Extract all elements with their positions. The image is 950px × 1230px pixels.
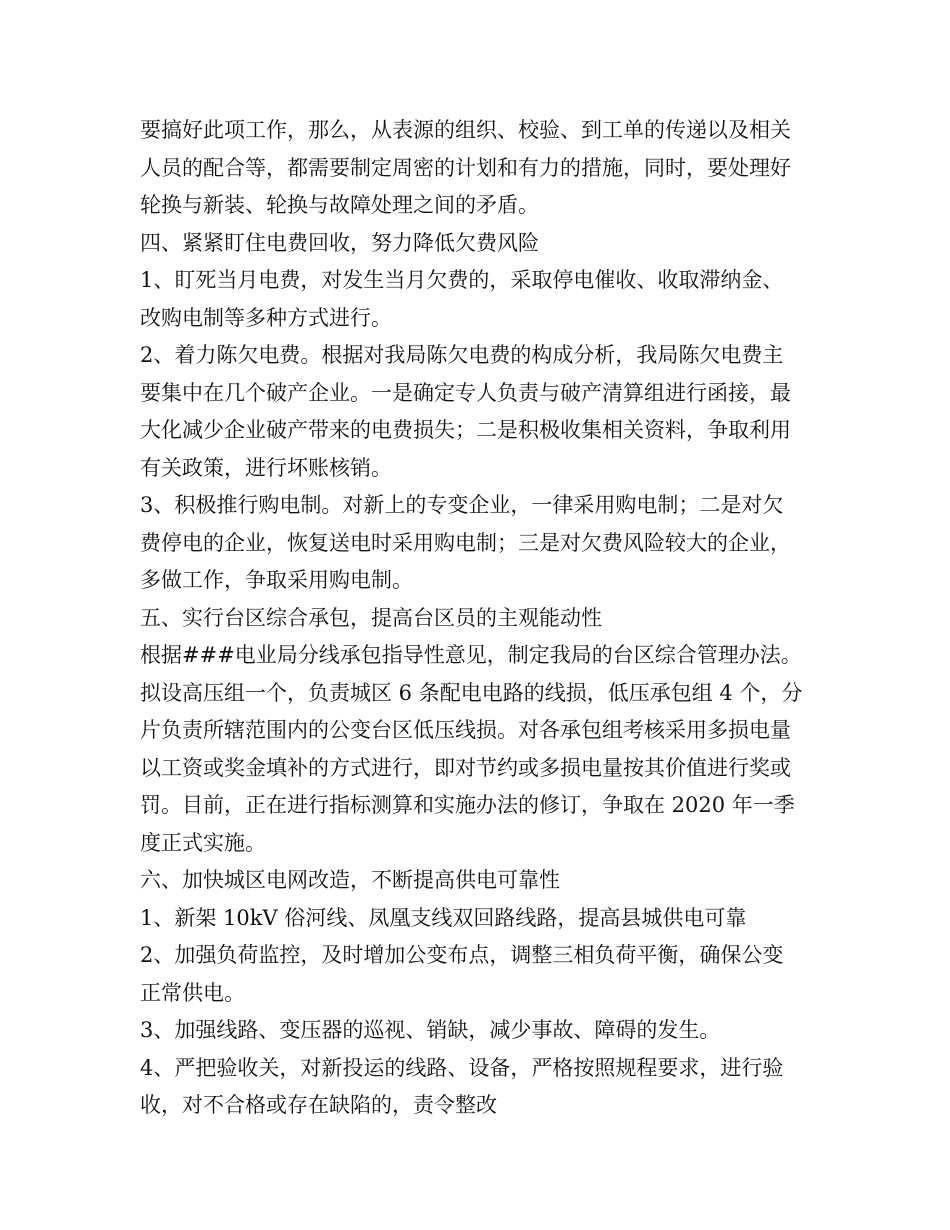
text-line: 有关政策，进行坏账核销。 — [140, 455, 392, 480]
text-line: 根据###电业局分线承包指导性意见，制定我局的台区综合管理办法。 — [140, 643, 802, 667]
section-heading: 六、加快城区电网改造，不断提高供电可靠性 — [140, 868, 560, 892]
text-line: 轮换与新装、轮换与故障处理之间的矛盾。 — [140, 193, 539, 217]
text-line: 要搞好此项工作，那么，从表源的组织、校验、到工单的传递以及相关 — [140, 118, 791, 142]
section-heading: 四、紧紧盯住电费回收，努力降低欠费风险 — [140, 230, 539, 255]
text-line: 以工资或奖金填补的方式进行，即对节约或多损电量按其价值进行奖或 — [140, 755, 791, 780]
text-line: 片负责所辖范围内的公变台区低压线损。对各承包组考核采用多损电量 — [140, 718, 791, 742]
document-body — [140, 112, 820, 1125]
text-line: 3、积极推行购电制。对新上的专变企业，一律采用购电制；二是对欠 — [140, 493, 784, 517]
text-line: 拟设高压组一个，负责城区 6 条配电电路的线损，低压承包组 4 个，分 — [140, 680, 803, 705]
text-line: 2、加强负荷监控，及时增加公变布点，调整三相负荷平衡，确保公变 — [140, 943, 784, 967]
text-line: 罚。目前，正在进行指标测算和实施办法的修订，争取在 2020 年一季 — [140, 793, 795, 817]
text-line: 1、新架 10kV 俗河线、凤凰支线双回路线路，提高县城供电可靠 — [140, 905, 747, 930]
text-line: 人员的配合等，都需要制定周密的计划和有力的措施，同时，要处理好 — [140, 155, 791, 180]
text-line: 费停电的企业，恢复送电时采用购电制；三是对欠费风险较大的企业， — [140, 530, 791, 555]
text-line: 要集中在几个破产企业。一是确定专人负责与破产清算组进行函接，最 — [140, 380, 791, 405]
text-line: 1、盯死当月电费，对发生当月欠费的，采取停电催收、收取滞纳金、 — [140, 268, 784, 292]
text-line: 4、严把验收关，对新投运的线路、设备，严格按照规程要求，进行验 — [140, 1055, 784, 1080]
text-line: 3、加强线路、变压器的巡视、销缺，减少事故、障碍的发生。 — [140, 1018, 721, 1042]
text-line: 多做工作，争取采用购电制。 — [140, 568, 413, 592]
text-line: 大化减少企业破产带来的电费损失；二是积极收集相关资料，争取利用 — [140, 418, 791, 442]
text-line: 收，对不合格或存在缺陷的，责令整改 — [140, 1093, 497, 1117]
section-heading: 五、实行台区综合承包，提高台区员的主观能动性 — [140, 605, 602, 630]
text-line: 改购电制等多种方式进行。 — [140, 305, 392, 330]
text-line: 2、着力陈欠电费。根据对我局陈欠电费的构成分析，我局陈欠电费主 — [140, 343, 784, 367]
text-line: 正常供电。 — [140, 980, 245, 1005]
text-line: 度正式实施。 — [140, 830, 266, 855]
